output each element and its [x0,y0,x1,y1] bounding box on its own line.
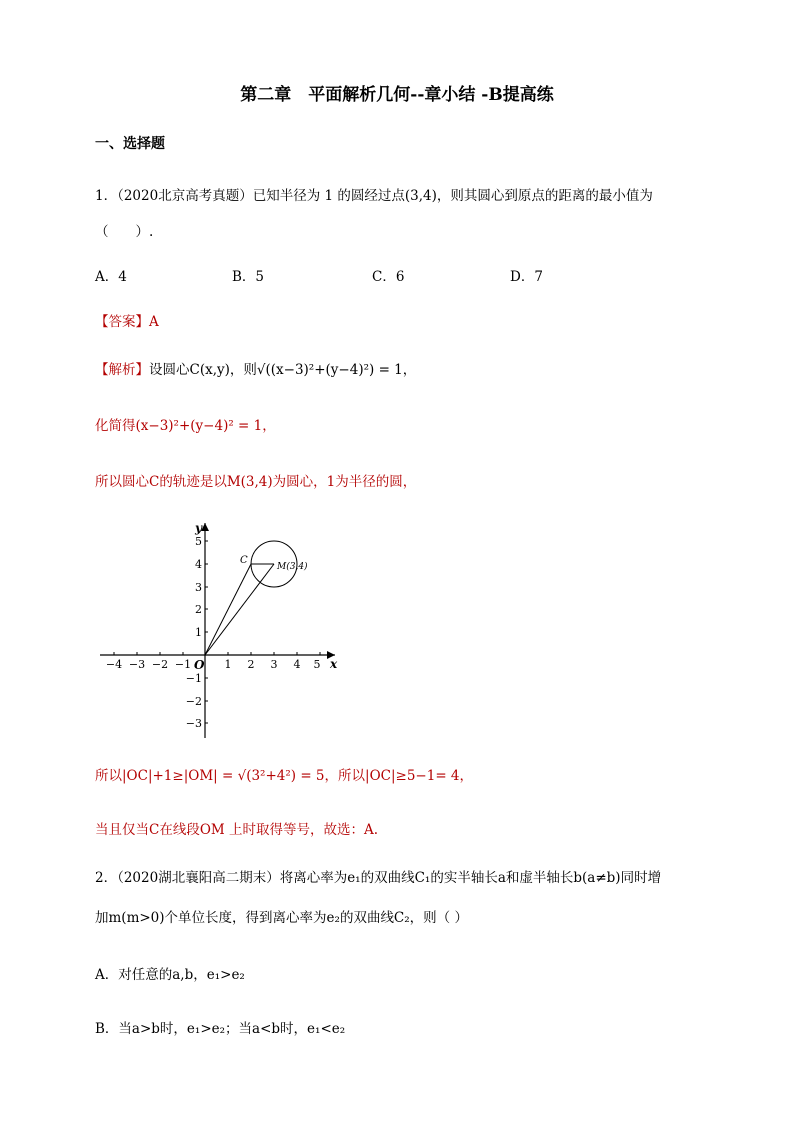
section-heading: 一、选择题 [95,136,165,152]
segment-OC [205,564,251,655]
q1-analysis-line2: 化简得(x−3)²+(y−4)² = 1， [95,418,276,434]
analysis-label: 【解析】 [95,362,149,378]
y-axis-arrow [201,523,209,531]
y-tick-label: 2 [195,603,202,616]
y-tick-label: 1 [195,626,202,639]
q1-blank: （ ）. [95,224,154,240]
y-tick-label: 4 [195,558,202,571]
q2-option-a: A．对任意的a,b，e₁>e₂ [95,967,245,983]
x-tick-label: −3 [128,658,146,671]
segment-OM [205,564,274,655]
x-tick-label: 4 [293,658,301,671]
q1-stem: 1．（2020北京高考真题）已知半径为 1 的圆经过点(3,4)，则其圆心到原点的距离的最小值为 [95,188,653,204]
x-tick-label: 3 [270,658,278,671]
x-axis-label: x [330,657,338,671]
y-tick-label: −2 [185,695,202,708]
q1-analysis-line5: 当且仅当C在线段OM 上时取得等号，故选：A. [95,822,379,838]
coordinate-figure [95,518,345,743]
q1-answer: 【答案】A [95,314,159,330]
q1-option-d: D．7 [510,269,543,285]
origin-label: O [194,658,205,672]
q1-option-a: A．4 [95,269,127,285]
q2-option-b: B．当a>b时，e₁>e₂；当a<b时，e₁<e₂ [95,1021,346,1037]
point-c-label: C [240,555,248,566]
q1-option-c: C．6 [372,269,405,285]
y-tick-label: 5 [195,535,202,548]
x-tick-label: 1 [224,658,232,671]
x-tick-label: 2 [247,658,255,671]
y-tick-label: −3 [185,717,202,730]
point-m-label: M(3,4) [277,562,308,572]
x-tick-label: 5 [313,658,321,671]
x-tick-label: −4 [105,658,123,671]
y-tick-label: 3 [195,581,202,594]
q2-stem-line1: 2．（2020湖北襄阳高二期末）将离心率为e₁的双曲线C₁的实半轴长a和虚半轴长b(a≠b)同时增 [95,870,662,886]
page-title: 第二章 平面解析几何--章小结 -B提高练 [240,85,554,105]
q1-analysis-line4: 所以|OC|+1≥|OM| = √(3²+4²) = 5，所以|OC|≥5−1= 4， [95,768,474,784]
y-tick-label: −1 [185,672,202,685]
x-tick-label: −1 [174,658,192,671]
analysis-text-1: 设圆心C(x,y)，则√((x−3)²+(y−4)²) = 1， [149,362,417,378]
y-axis-label: y [195,521,202,535]
q1-analysis-line3: 所以圆心C的轨迹是以M(3,4)为圆心，1为半径的圆， [95,474,417,490]
q1-analysis-line1 [95,358,416,378]
q2-stem-line2: 加m(m>0)个单位长度，得到离心率为e₂的双曲线C₂，则（ ） [95,910,468,926]
q1-option-b: B．5 [232,269,265,285]
x-tick-label: −2 [151,658,169,671]
